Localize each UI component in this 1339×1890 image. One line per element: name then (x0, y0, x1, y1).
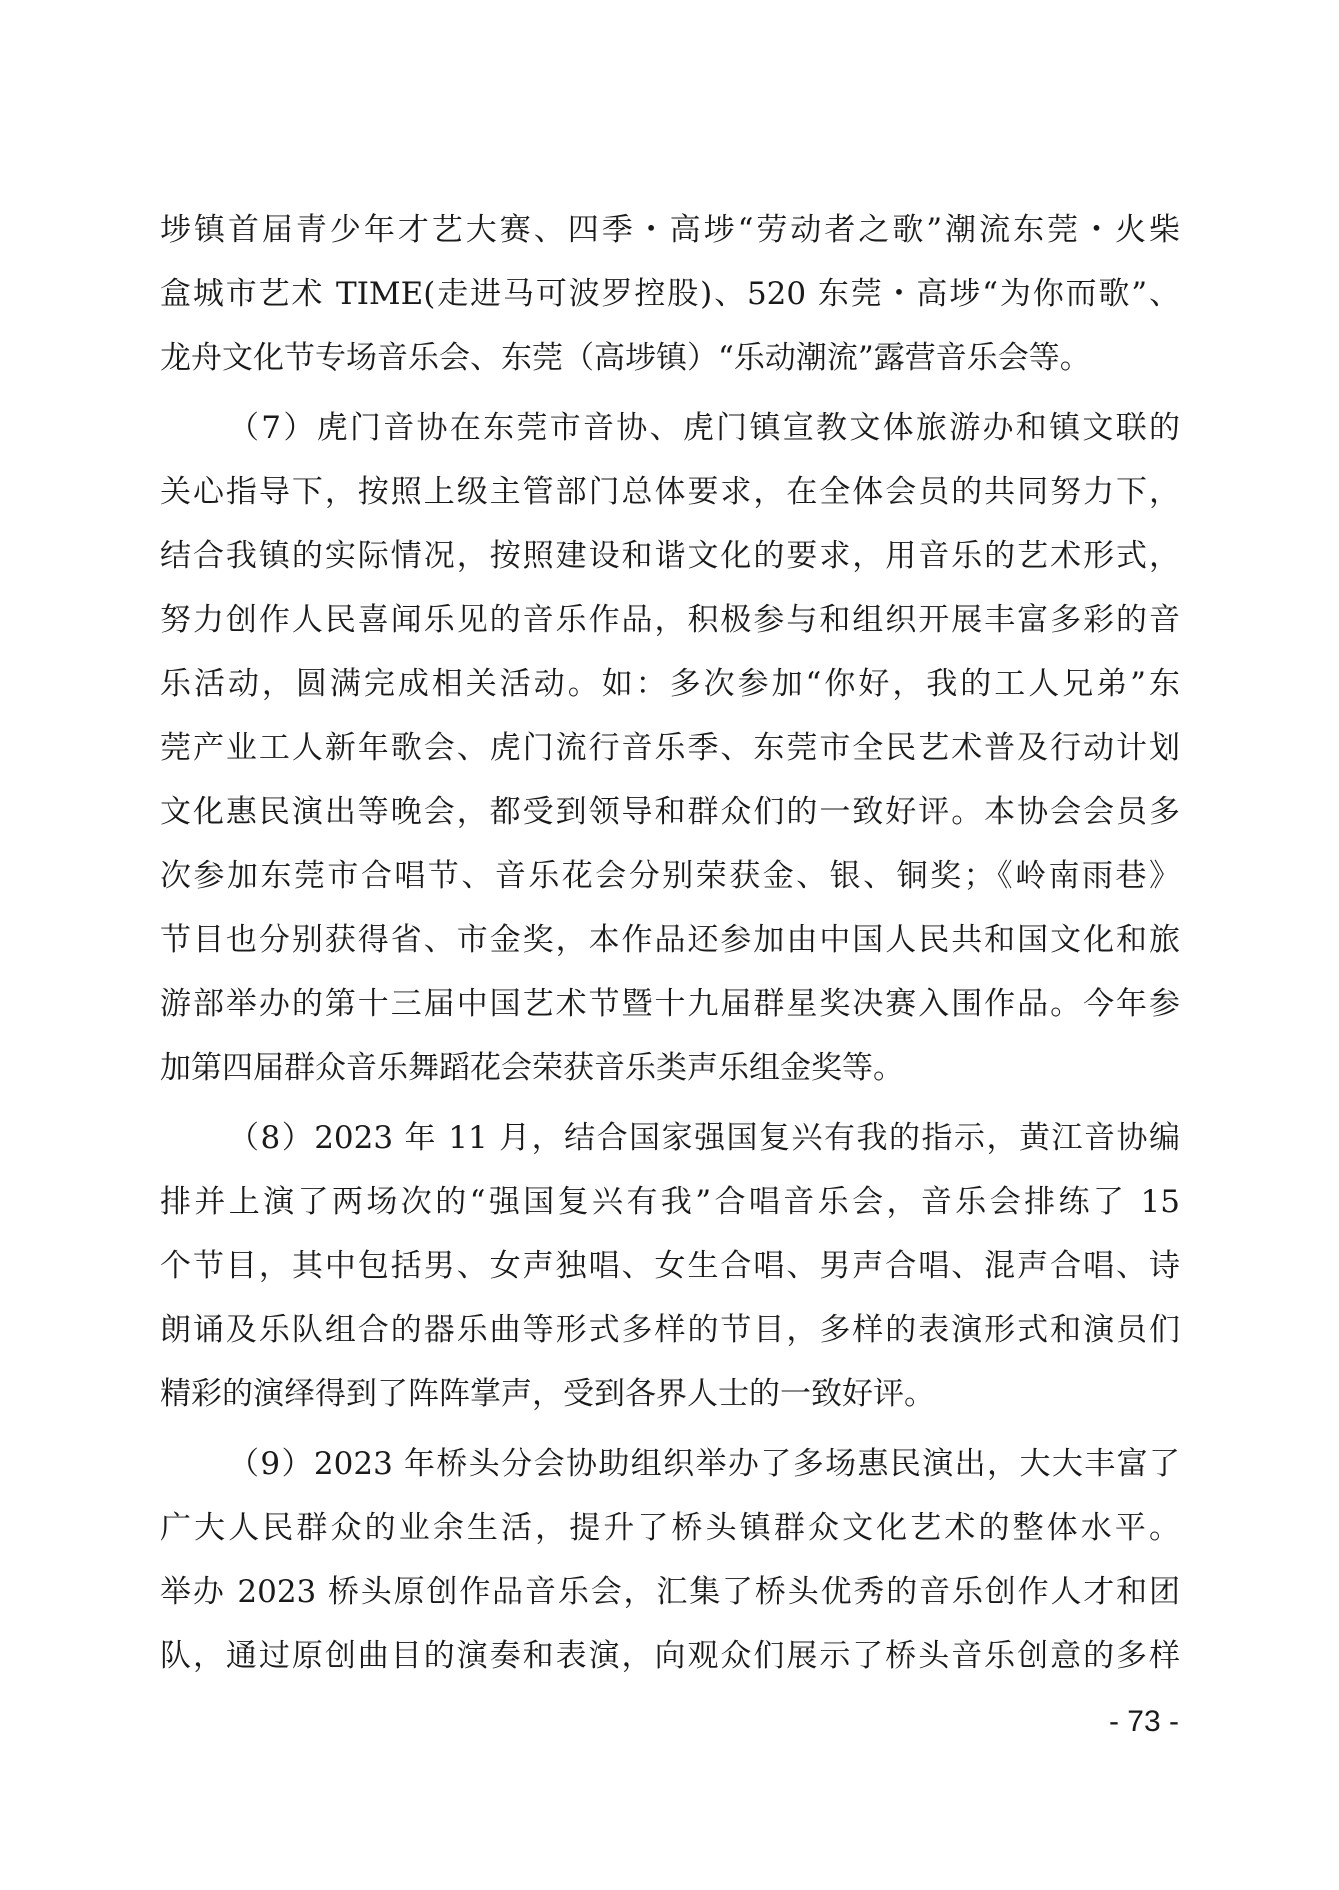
paragraph-8-first-line: （8）2023 年 11 月，结合国家强国复兴有我的指示，黄江音协编 (228, 1120, 1180, 1156)
text-line: 次参加东莞市合唱节、音乐花会分别荣获金、银、铜奖；《岭南雨巷》 (160, 858, 1180, 894)
paragraph-9-first-line: （9）2023 年桥头分会协助组织举办了多场惠民演出，大大丰富了 (228, 1446, 1180, 1482)
text-line: 关心指导下，按照上级主管部门总体要求，在全体会员的共同努力下， (160, 474, 1180, 510)
text-line: 莞产业工人新年歌会、虎门流行音乐季、东莞市全民艺术普及行动计划 (160, 730, 1180, 766)
text-line: 结合我镇的实际情况，按照建设和谐文化的要求，用音乐的艺术形式， (160, 538, 1180, 574)
text-line: 努力创作人民喜闻乐见的音乐作品，积极参与和组织开展丰富多彩的音 (160, 602, 1180, 638)
text-line: 埗镇首届青少年才艺大赛、四季・高埗“劳动者之歌”潮流东莞・火柴 (160, 212, 1180, 248)
text-line: 盒城市艺术 TIME(走进马可波罗控股)、520 东莞・高埗“为你而歌”、 (160, 276, 1180, 312)
text-line: 举办 2023 桥头原创作品音乐会，汇集了桥头优秀的音乐创作人才和团 (160, 1574, 1180, 1610)
text-line: 加第四届群众音乐舞蹈花会荣获音乐类声乐组金奖等。 (160, 1050, 904, 1086)
text-line: 乐活动，圆满完成相关活动。如：多次参加“你好，我的工人兄弟”东 (160, 666, 1180, 702)
page-number: - 73 - (1108, 1705, 1179, 1738)
text-line: 朗诵及乐队组合的器乐曲等形式多样的节目，多样的表演形式和演员们 (160, 1312, 1180, 1348)
text-line: 文化惠民演出等晚会，都受到领导和群众们的一致好评。本协会会员多 (160, 794, 1180, 830)
text-line: 龙舟文化节专场音乐会、东莞（高埗镇）“乐动潮流”露营音乐会等。 (160, 340, 1091, 376)
text-line: 节目也分别获得省、市金奖，本作品还参加由中国人民共和国文化和旅 (160, 922, 1180, 958)
paragraph-7-first-line: （7）虎门音协在东莞市音协、虎门镇宣教文体旅游办和镇文联的 (228, 410, 1180, 446)
text-line: 排并上演了两场次的“强国复兴有我”合唱音乐会，音乐会排练了 15 (160, 1184, 1180, 1220)
text-line: 广大人民群众的业余生活，提升了桥头镇群众文化艺术的整体水平。 (160, 1510, 1180, 1546)
text-line: 游部举办的第十三届中国艺术节暨十九届群星奖决赛入围作品。今年参 (160, 986, 1180, 1022)
text-line: 个节目，其中包括男、女声独唱、女生合唱、男声合唱、混声合唱、诗 (160, 1248, 1180, 1284)
text-line: 队，通过原创曲目的演奏和表演，向观众们展示了桥头音乐创意的多样 (160, 1638, 1180, 1674)
text-line: 精彩的演绎得到了阵阵掌声，受到各界人士的一致好评。 (160, 1376, 935, 1412)
